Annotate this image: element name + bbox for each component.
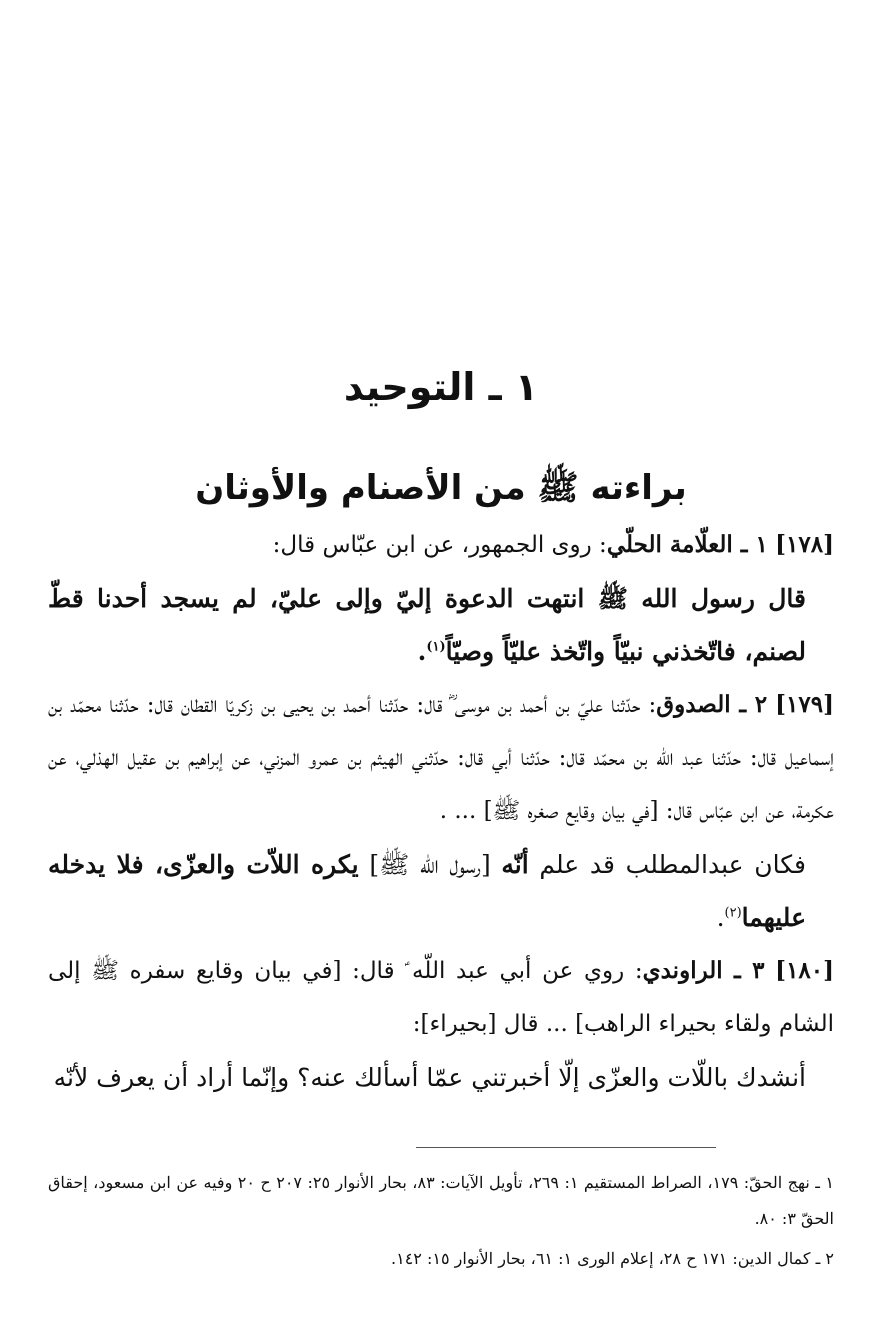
hadith-body: [48, 518, 834, 1104]
hadith-text-bold: أنّه: [501, 850, 529, 879]
hadith-entry-178: [48, 518, 834, 572]
entry-number: [١٧٩]: [775, 691, 834, 718]
hadith-text-bold: يكره اللاّت والعزّى، فلا يدخله عليهما: [48, 850, 806, 932]
hadith-text-plain: فكان عبدالمطلب قد علم: [528, 850, 806, 879]
entry-end: .: [716, 903, 725, 932]
source-name: ١ ـ العلّامة الحلّي: [606, 531, 768, 558]
entry-intro: : حدّثنا عليّ بن أحمد بن موسى ؓ قال: حدّثنا أحمد بن يحيى بن زكريّا القطان قال: حدّثنا محمّد بن إسماعيل قال: حدّثنا عبد اللّه بن محمّد قال: حدّثنا أبي قال: حدّثني الهيثم بن عمرو المزني، عن إبراهيم بن عقيل الهذلي، عن عكرمة، عن ابن عبّاس قال: [في بيان وقايع صغره ﷺ] ... .: [48, 692, 834, 824]
entry-intro: : روي عن أبي عبد اللّه ؑ قال: [في بيان وقايع سفره ﷺ إلى الشام ولقاء بحيراء الراهب] ... قال [بحيراء]:: [48, 958, 834, 1037]
hadith-text-178: [48, 572, 834, 678]
hadith-text-179: [48, 838, 834, 944]
footnote-2: ٢ ـ كمال الدين: ١٧١ ح ٢٨، إعلام الورى ١: ٦١، بحار الأنوار ١٥: ١٤٢.: [391, 1249, 834, 1268]
footnote-1: ١ ـ نهج الحقّ: ١٧٩، الصراط المستقيم ١: ٢٦٩، تأويل الآيات: ٨٣، بحار الأنوار ٢٥: ٢٠٧ ح ٢٠ وفيه عن ابن مسعود، إحقاق الحقّ ٣: ٨٠.: [48, 1173, 834, 1228]
footnote-ref: (٢): [724, 905, 742, 921]
hadith-quote: قال رسول الله ﷺ انتهت الدعوة إليّ وإلى عليّ، لم يسجد أحدنا قطّ لصنم، فاتّخذني نبيّاً واتّخذ عليّاً وصيّاً: [48, 584, 806, 666]
hadith-text-bracket: [رسول اللّه ﷺ]: [358, 850, 502, 879]
hadith-quote: أنشدك باللّات والعزّى إلّا أخبرتني عمّا أسألك عنه؟ وإنّما أراد أن يعرف لأنّه: [53, 1063, 806, 1092]
hadith-text-180: [48, 1051, 834, 1104]
entry-intro: : روى الجمهور، عن ابن عبّاس قال:: [272, 532, 607, 558]
entry-number: [١٧٨]: [775, 531, 834, 558]
hadith-entry-180: [48, 944, 834, 1051]
entry-number: [١٨٠]: [775, 957, 835, 984]
footnote-ref: (١): [426, 639, 446, 655]
hadith-entry-179: [48, 678, 834, 838]
source-name: ٢ ـ الصدوق: [656, 691, 768, 718]
section-title: براءته ﷺ من الأصنام والأوثان: [195, 468, 687, 508]
chapter-title: ١ ـ التوحيد: [343, 365, 539, 409]
footnote-divider: [416, 1147, 716, 1148]
footnotes: [48, 1165, 834, 1281]
entry-end: .: [417, 637, 427, 666]
source-name: ٣ ـ الراوندي: [642, 957, 765, 984]
